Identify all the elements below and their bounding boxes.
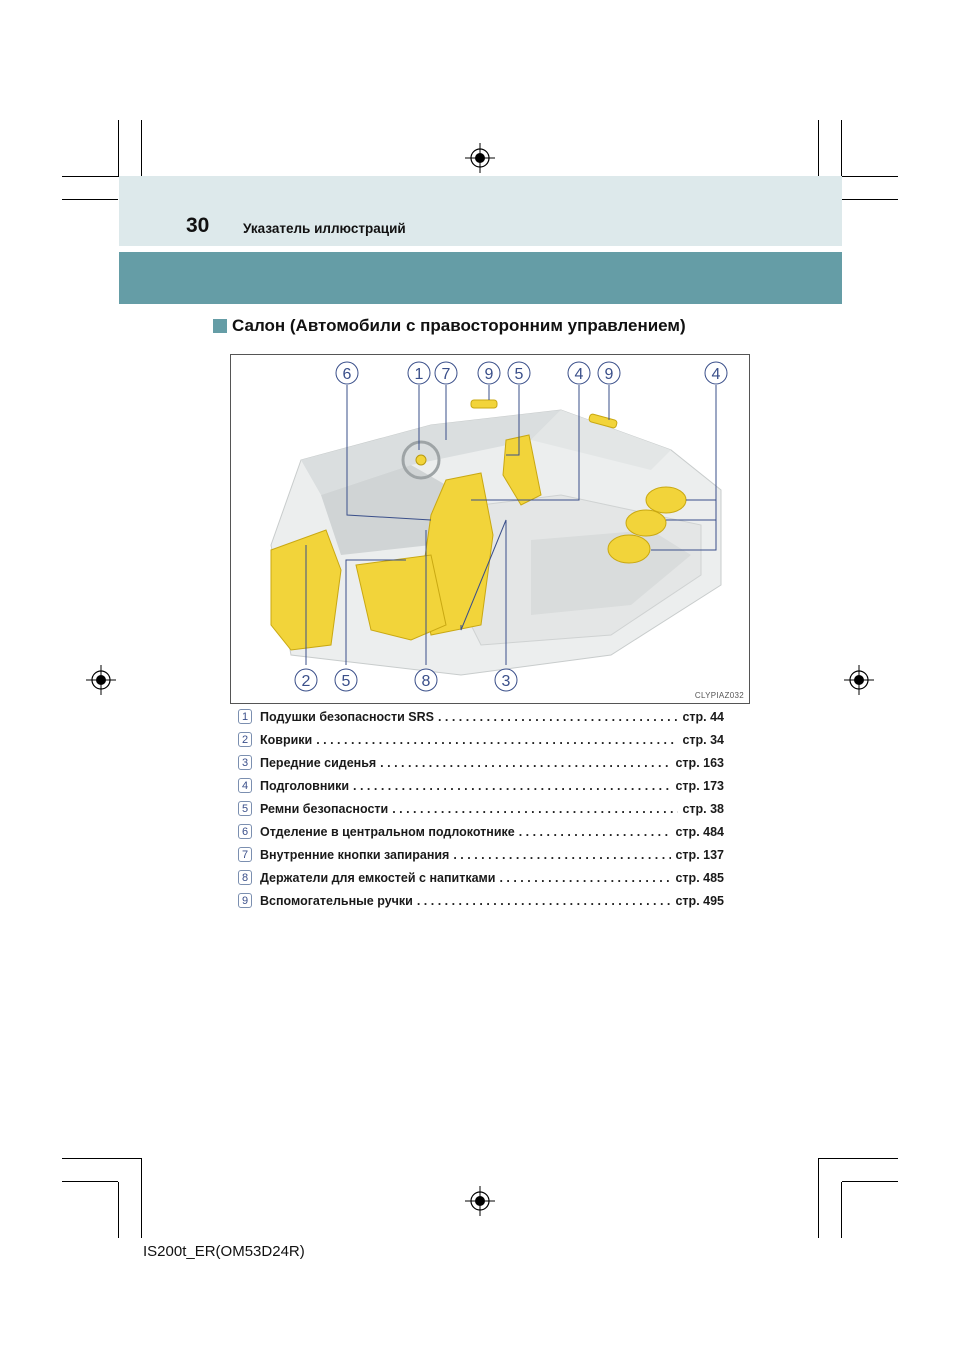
item-label: Держатели для емкостей с напитками: [260, 870, 496, 885]
crop-mark: [842, 199, 898, 200]
callout-label: 6: [342, 366, 352, 383]
leader-dots: [316, 733, 678, 747]
page-reference: стр. 173: [675, 778, 724, 793]
crop-mark: [62, 199, 118, 200]
leader-dots: [519, 825, 672, 839]
registration-target-icon: [86, 665, 116, 695]
item-number: 9: [238, 893, 252, 908]
crop-mark: [62, 1158, 142, 1159]
document-code: IS200t_ER(OM53D24R): [143, 1243, 305, 1260]
leader-dots: [499, 871, 671, 885]
interior-illustration: [230, 354, 750, 704]
item-number: 2: [238, 732, 252, 747]
item-label: Вспомогательные ручки: [260, 893, 413, 908]
page-reference: стр. 38: [682, 801, 724, 816]
page-reference: стр. 34: [682, 732, 724, 747]
leader-dots: [453, 848, 671, 862]
callout-label: 2: [301, 673, 311, 690]
list-item: [238, 728, 724, 751]
item-label: Отделение в центральном подлокотнике: [260, 824, 515, 839]
list-item: [238, 889, 724, 912]
registration-target-icon: [844, 665, 874, 695]
crop-mark: [841, 120, 842, 176]
page-reference: стр. 137: [675, 847, 724, 862]
section-name: Указатель иллюстраций: [243, 221, 406, 236]
page-reference: стр. 163: [675, 755, 724, 770]
page-reference: стр. 485: [675, 870, 724, 885]
item-number: 4: [238, 778, 252, 793]
list-item: [238, 820, 724, 843]
registration-target-icon: [465, 1186, 495, 1216]
item-label: Ремни безопасности: [260, 801, 389, 816]
item-label: Подголовники: [260, 778, 350, 793]
callout-label: 9: [484, 366, 494, 383]
callout-label: 4: [711, 366, 721, 383]
page-number: 30: [186, 214, 210, 237]
header-band: [119, 176, 842, 246]
section-marker-icon: [213, 319, 227, 333]
crop-mark: [141, 1158, 142, 1238]
page-reference: стр. 44: [682, 709, 724, 724]
item-number: 8: [238, 870, 252, 885]
item-number: 1: [238, 709, 252, 724]
item-number: 3: [238, 755, 252, 770]
item-number: 5: [238, 801, 252, 816]
crop-mark: [118, 120, 119, 176]
item-number: 6: [238, 824, 252, 839]
list-item: [238, 751, 724, 774]
crop-mark: [118, 1182, 119, 1238]
callout-label: 5: [514, 366, 524, 383]
leader-dots: [417, 894, 672, 908]
crop-mark: [818, 1158, 898, 1159]
list-item: [238, 774, 724, 797]
callout-label: 4: [574, 366, 584, 383]
callout-label: 1: [414, 366, 424, 383]
leader-dots: [438, 710, 678, 724]
callout-label: 8: [421, 673, 431, 690]
cabin-drawing: [231, 355, 750, 704]
callout-label: 7: [441, 366, 451, 383]
page-reference: стр. 484: [675, 824, 724, 839]
item-label: Передние сиденья: [260, 755, 377, 770]
crop-mark: [841, 1182, 842, 1238]
crop-mark: [62, 1181, 118, 1182]
list-item: [238, 705, 724, 728]
registration-target-icon: [465, 143, 495, 173]
leader-dots: [353, 779, 671, 793]
list-item: [238, 866, 724, 889]
header-bar: [119, 252, 842, 304]
callout-label: 9: [604, 366, 614, 383]
item-label: Внутренние кнопки запирания: [260, 847, 450, 862]
leader-dots: [392, 802, 678, 816]
item-label: Подушки безопасности SRS: [260, 709, 434, 724]
list-item: [238, 797, 724, 820]
callout-label: 3: [501, 673, 511, 690]
page-reference: стр. 495: [675, 893, 724, 908]
item-number: 7: [238, 847, 252, 862]
list-item: [238, 843, 724, 866]
callout-label: 5: [341, 673, 351, 690]
crop-mark: [842, 1181, 898, 1182]
crop-mark: [818, 1158, 819, 1238]
item-label: Коврики: [260, 732, 313, 747]
figure-code: CLYPIAZ032: [694, 691, 744, 700]
section-title: Салон (Автомобили с правосторонним управлением): [232, 316, 686, 335]
legend-list: [238, 705, 724, 912]
leader-dots: [380, 756, 671, 770]
